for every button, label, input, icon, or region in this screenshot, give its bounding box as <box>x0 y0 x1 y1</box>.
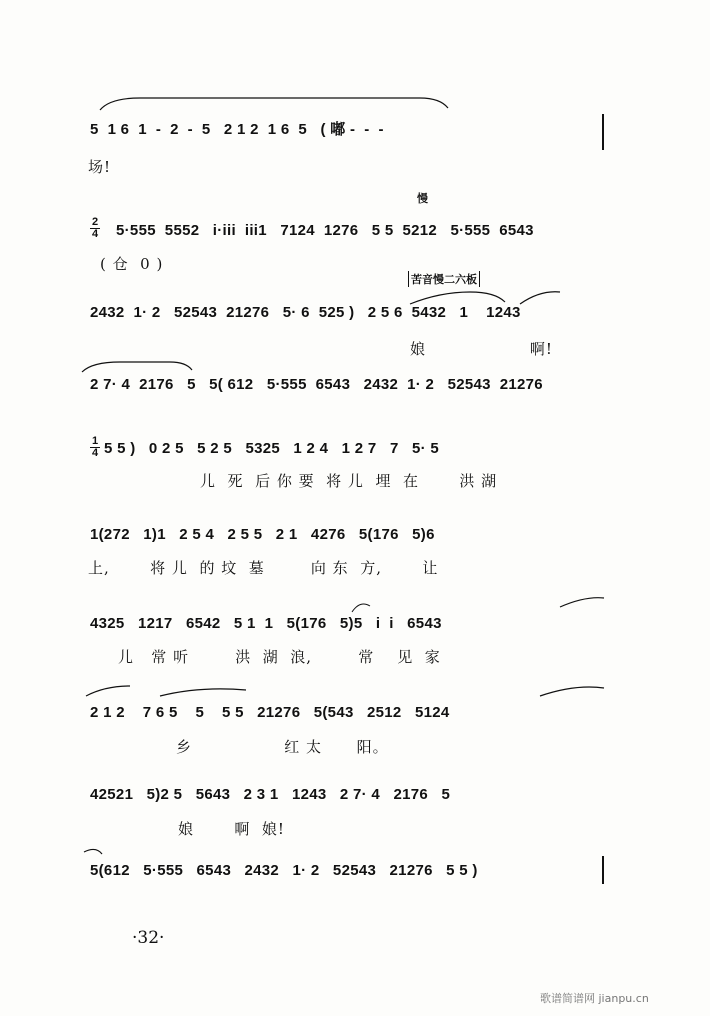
page-number: ·32· <box>132 928 165 948</box>
row10-notes: 5(612 5·555 6543 2432 1· 2 52543 21276 5 5 ) <box>90 862 478 879</box>
phrase-slur <box>84 849 102 854</box>
row1-notes: 5 1 6 1 - 2 - 5 2 1 2 1 6 5 ( 嘟 - - - <box>90 121 384 138</box>
row7-lyrics: 儿 常 听 洪 湖 浪, 常 见 家 <box>118 648 441 666</box>
row5-notes: 5 5 ) 0 2 5 5 2 5 5325 1 2 4 1 2 7 7 5· 5 <box>104 440 440 457</box>
phrase-slur <box>160 689 246 696</box>
tempo-marking: 慢 <box>417 192 428 205</box>
time-sig-bottom: 4 <box>91 447 99 459</box>
phrase-slur <box>82 362 192 372</box>
row6-lyrics: 上, 将 儿 的 坟 墓 向 东 方, 让 <box>88 559 439 577</box>
row2-lyrics: ( 仓 0 ) <box>100 255 164 273</box>
row7-notes: 4325 1217 6542 5 1 1 5(176 5)5 i i 6543 <box>90 615 442 632</box>
phrase-slur <box>540 687 604 696</box>
row9-notes: 42521 5)2 5 5643 2 3 1 1243 2 7· 4 2176 5 <box>90 786 451 803</box>
watermark: 歌谱简谱网 jianpu.cn <box>540 992 649 1005</box>
time-sig-bottom: 4 <box>91 228 99 240</box>
row5-lyrics: 儿 死 后 你 要 将 儿 埋 在 洪 湖 <box>200 472 498 490</box>
row3-notes: 2432 1· 2 52543 21276 5· 6 525 ) 2 5 6 5432 1 1243 <box>90 304 521 321</box>
time-sig-top: 1 <box>91 435 99 447</box>
phrase-slur <box>520 292 560 304</box>
phrase-slur <box>560 598 604 607</box>
time-sig-top: 2 <box>91 216 99 228</box>
row8-notes: 2 1 2 7 6 5 5 5 5 21276 5(543 2512 5124 <box>90 704 450 721</box>
row9-lyrics: 娘 啊 娘! <box>178 820 285 838</box>
row8-lyrics: 乡 红 太 阳。 <box>176 738 389 756</box>
phrase-slur <box>86 686 130 696</box>
row6-notes: 1(272 1)1 2 5 4 2 5 5 2 1 4276 5(176 5)6 <box>90 526 435 543</box>
row1-lyrics: 场! <box>88 158 112 176</box>
row3-lyrics: 娘 啊! <box>410 340 553 358</box>
row2-notes: 5·555 5552 i·iii iii1 7124 1276 5 5 5212 5·555 6543 <box>116 222 534 239</box>
row4-notes: 2 7· 4 2176 5 5( 612 5·555 6543 2432 1· 2 52543 21276 <box>90 376 543 393</box>
tie <box>352 604 370 612</box>
phrase-slur <box>100 98 448 110</box>
phrase-slur <box>410 292 505 304</box>
section-banner: 苦音慢二六板 <box>408 271 480 287</box>
